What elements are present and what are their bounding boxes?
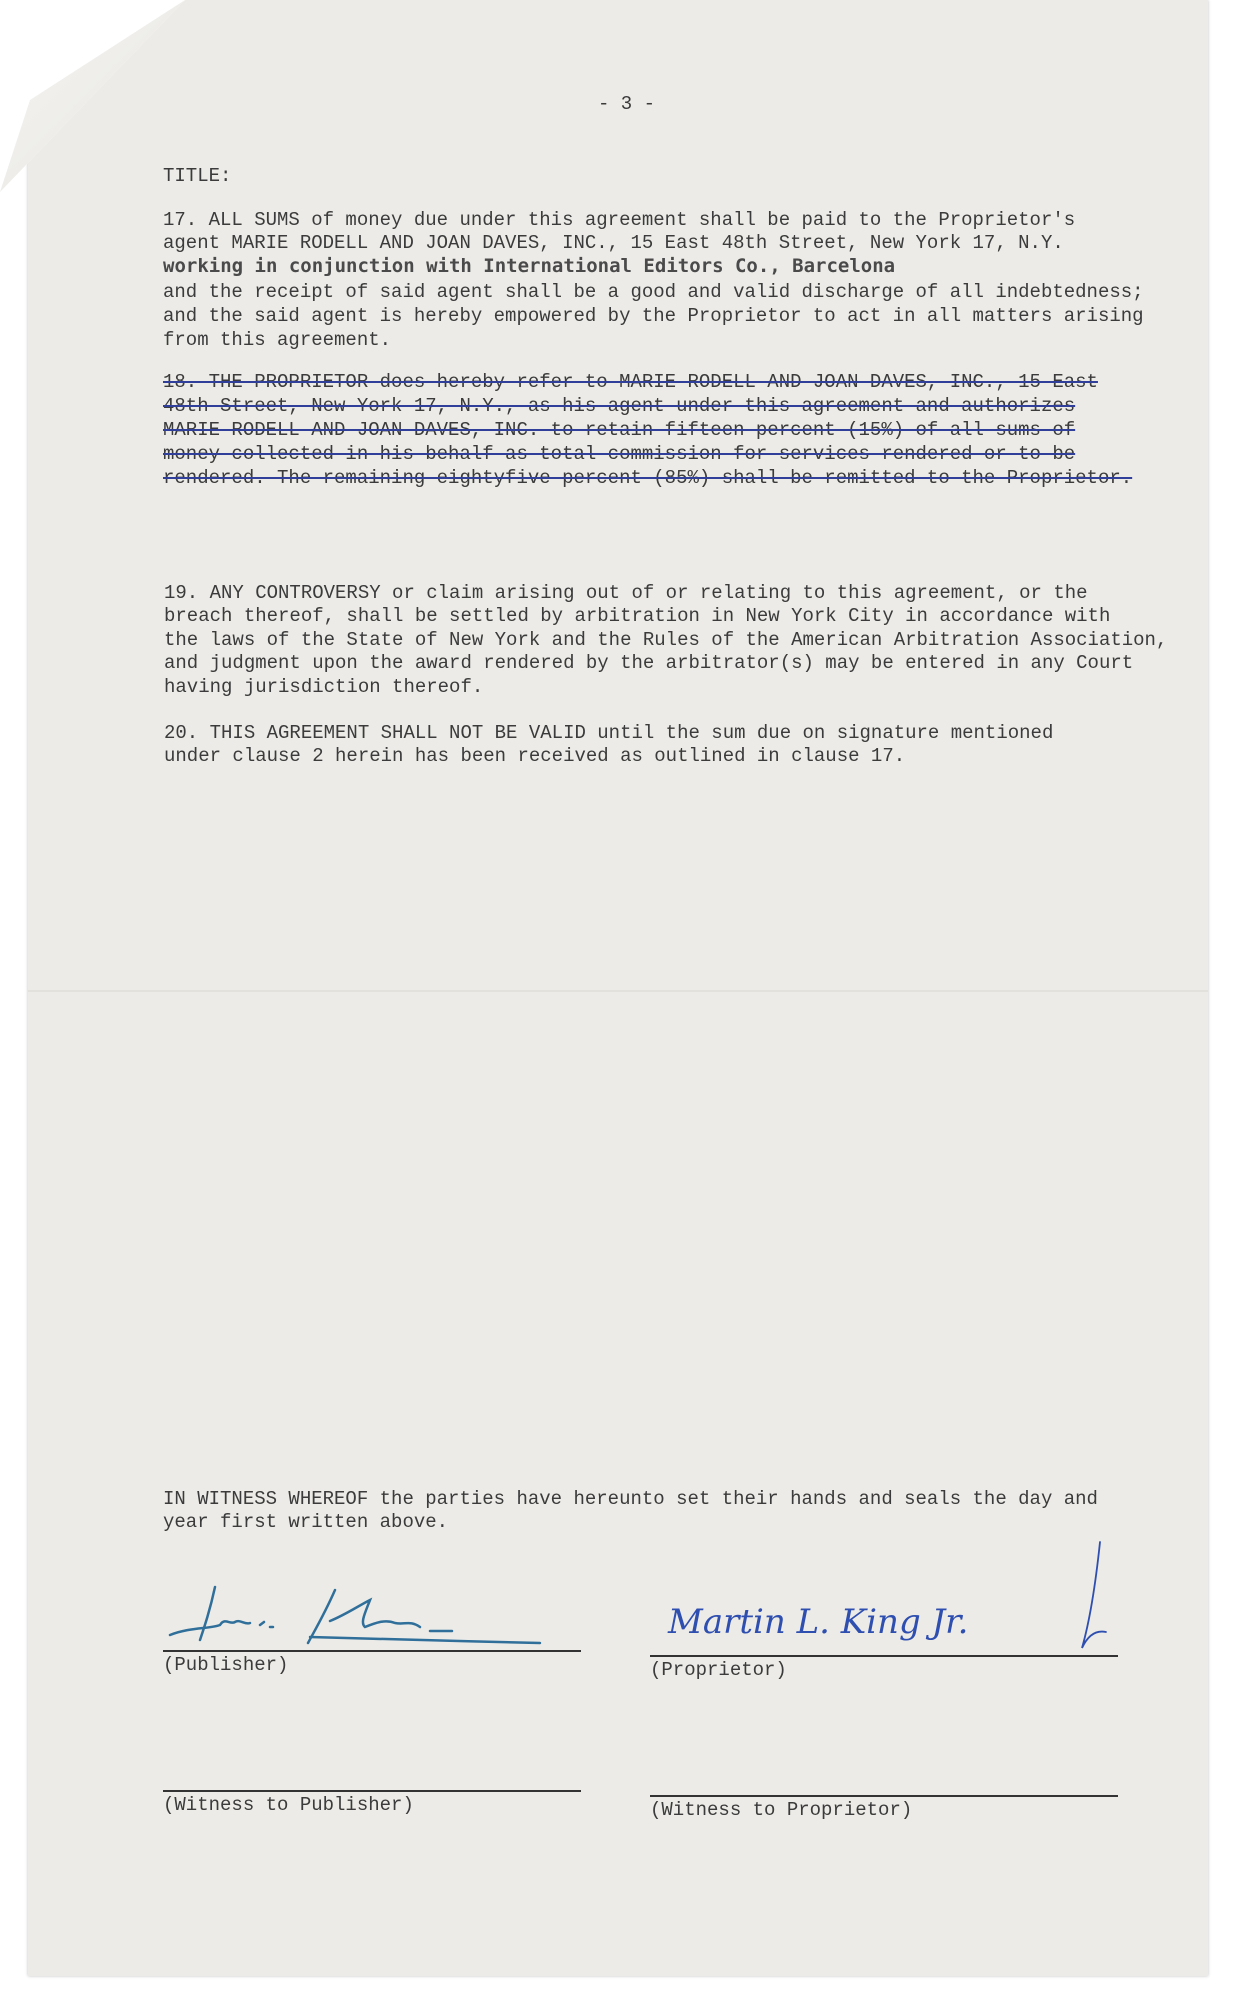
title-label: TITLE: [163,165,232,187]
witness-proprietor-label: (Witness to Proprietor) [650,1799,913,1821]
witness-proprietor-line [650,1795,1118,1797]
clause-19-line: having jurisdiction thereof. [164,676,484,698]
clause-17-line: agent MARIE RODELL AND JOAN DAVES, INC., 15 East 48th Street, New York 17, N.Y. [163,232,1064,254]
clause-20-line: 20. THIS AGREEMENT SHALL NOT BE VALID until the sum due on signature mentioned [164,722,1054,744]
proprietor-signature: Martin L. King Jr. [668,1602,969,1642]
proprietor-label: (Proprietor) [650,1659,787,1681]
witness-clause-line: year first written above. [163,1511,449,1533]
clause-18-line: rendered. The remaining eightyfive percent (85%) shall be remitted to the Proprietor. [163,467,1133,489]
witness-clause-line: IN WITNESS WHEREOF the parties have hereunto set their hands and seals the day and [163,1488,1098,1510]
clause-19-line: the laws of the State of New York and the Rules of the American Arbitration Association, [164,629,1168,651]
clause-18-line: money collected in his behalf as total commission for services rendered or to be [163,443,1076,465]
clause-19-line: and judgment upon the award rendered by the arbitrator(s) may be entered in any Court [164,652,1134,674]
page-number: - 3 - [598,93,656,115]
clause-18-line: 18. THE PROPRIETOR does hereby refer to MARIE RODELL AND JOAN DAVES, INC., 15 East [163,371,1098,393]
clause-17-inserted-line: working in conjunction with International Editors Co., Barcelona [163,255,896,277]
clause-17-line: and the said agent is hereby empowered by the Proprietor to act in all matters arising [163,305,1144,327]
clause-17-line: and the receipt of said agent shall be a good and valid discharge of all indebtedness; [163,281,1144,303]
publisher-signature-line [163,1650,581,1652]
clause-17-line: 17. ALL SUMS of money due under this agreement shall be paid to the Proprietor's [163,209,1076,231]
clause-20-line: under clause 2 herein has been received as outlined in clause 17. [164,745,906,767]
publisher-label: (Publisher) [163,1654,289,1676]
clause-18-line: 48th Street, New York 17, N.Y., as his agent under this agreement and authorizes [163,395,1076,417]
proprietor-signature-line [650,1655,1118,1657]
clause-19-line: breach thereof, shall be settled by arbitration in New York City in accordance with [164,605,1111,627]
clause-17-line: from this agreement. [163,329,392,351]
clause-19-line: 19. ANY CONTROVERSY or claim arising out of or relating to this agreement, or the [164,582,1088,604]
publisher-signature [160,1585,560,1645]
paper-fold-line [28,990,1208,992]
witness-publisher-line [163,1790,581,1792]
proprietor-signature-flourish [1060,1540,1120,1650]
witness-publisher-label: (Witness to Publisher) [163,1794,414,1816]
clause-18-line: MARIE RODELL AND JOAN DAVES, INC. to retain fifteen percent (15%) of all sums of [163,419,1076,441]
